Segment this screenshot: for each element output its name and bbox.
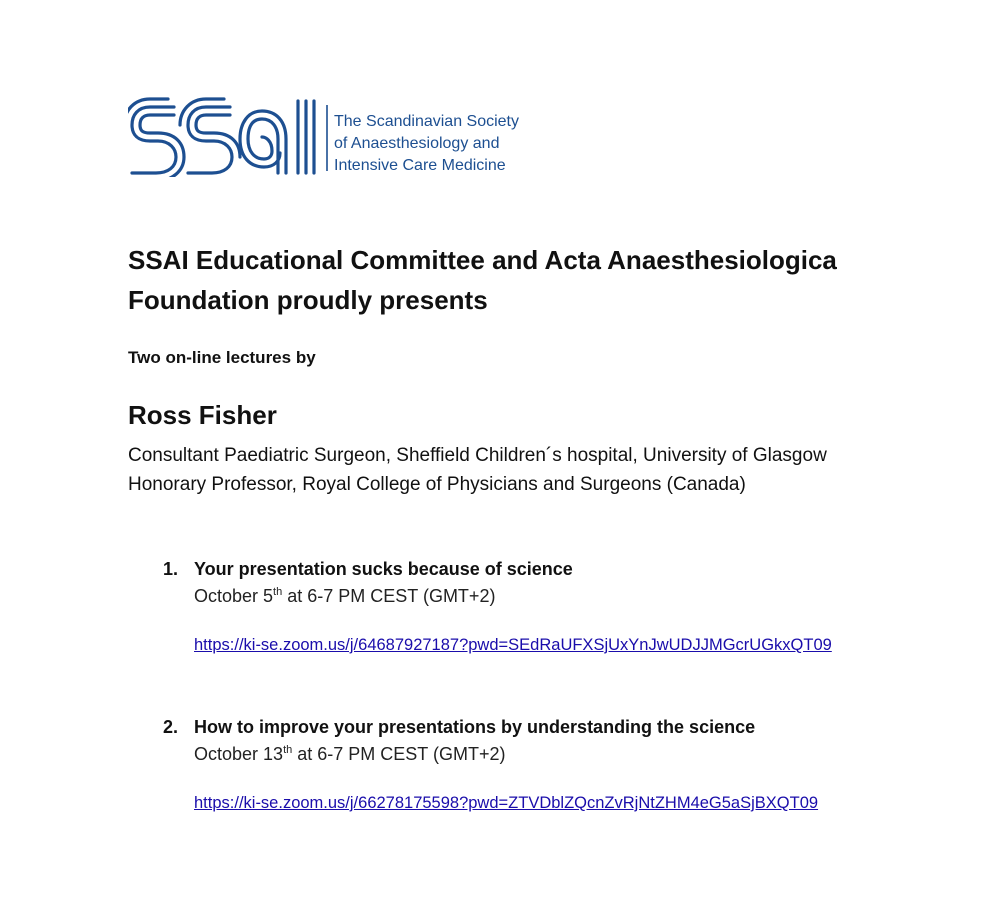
logo-text-line3: Intensive Care Medicine <box>334 157 506 174</box>
lecture-date <box>194 741 505 767</box>
logo-text <box>334 111 519 177</box>
lecture-number: 2. <box>163 717 179 737</box>
ssai-logo <box>128 95 548 177</box>
logo-text-line1: The Scandinavian Society <box>334 113 519 130</box>
ssai-logo-mark-icon <box>128 95 338 177</box>
logo-text-line2: of Anaesthesiology and <box>334 135 500 152</box>
lecture-date-main: October 5 <box>194 586 274 606</box>
lecture-date-ordinal: th <box>283 744 293 756</box>
lecture-title: Your presentation sucks because of science <box>194 559 573 579</box>
zoom-link[interactable]: https://ki-se.zoom.us/j/66278175598?pwd=ZTVDblZQcnZvRjNtZHM4eG5aSjBXQT09 <box>194 794 819 812</box>
lecture-date-ordinal: th <box>273 586 283 598</box>
speaker-affiliation-line2: Honorary Professor, Royal College of Physicians and Surgeons (Canada) <box>128 474 746 495</box>
lecture-date-time: at 6-7 PM CEST (GMT+2) <box>282 586 496 606</box>
lecture-title: How to improve your presentations by understanding the science <box>194 717 756 737</box>
speaker-affiliation <box>128 441 827 499</box>
page-title: SSAI Educational Committee and Acta Anaesthesiologica Foundation proudly presents <box>128 245 837 315</box>
lecture-date-time: at 6-7 PM CEST (GMT+2) <box>292 744 506 764</box>
zoom-link[interactable]: https://ki-se.zoom.us/j/64687927187?pwd=SEdRaUFXSjUxYnJwUDJJMGcrUGkxQT09 <box>194 636 832 654</box>
lecture-date-main: October 13 <box>194 744 284 764</box>
speaker-name: Ross Fisher <box>128 400 277 430</box>
lecture-number: 1. <box>163 559 179 579</box>
speaker-affiliation-line1: Consultant Paediatric Surgeon, Sheffield Children´s hospital, University of Glasgow <box>128 445 827 466</box>
lecture-date <box>194 583 495 609</box>
lectures-intro: Two on-line lectures by <box>128 348 316 367</box>
